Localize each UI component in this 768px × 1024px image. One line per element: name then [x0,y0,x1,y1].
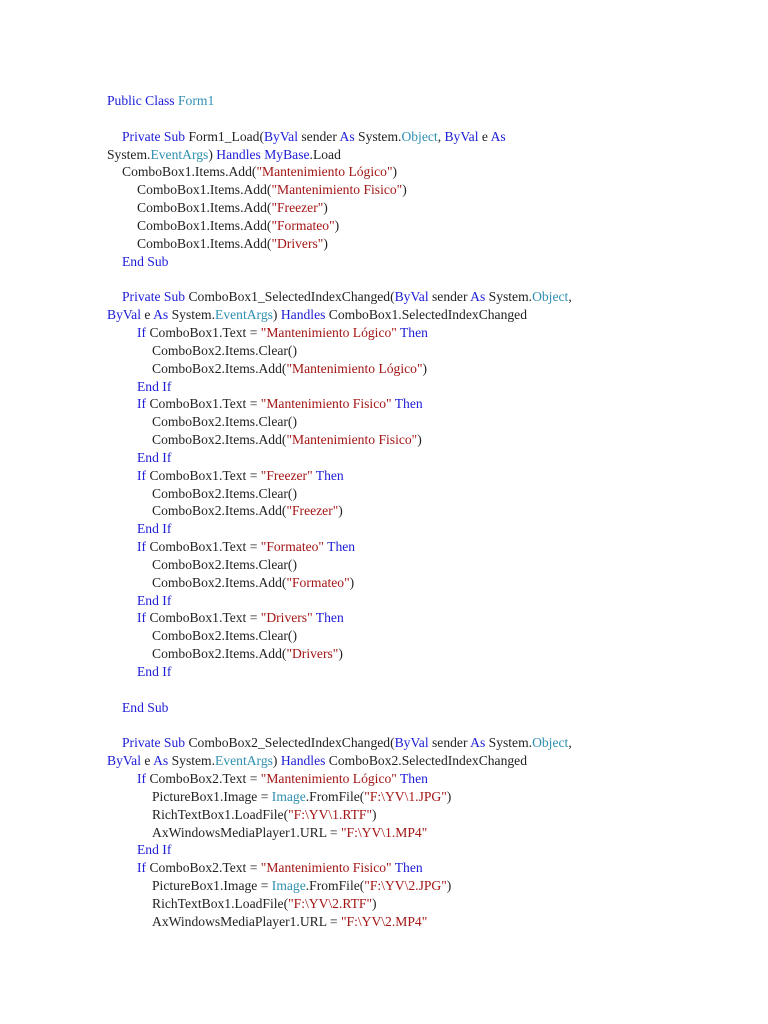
keyword-token: As [490,128,506,144]
string-token: "F:\YV\1.MP4" [340,824,428,840]
code-line [107,360,747,378]
code-token: ComboBox2.Items.Clear() [152,414,297,430]
code-token: ComboBox1.Items.Add( [137,235,272,251]
code-token: ComboBox1.Items.Add( [137,217,272,233]
code-token: System. [107,146,151,162]
code-token: ComboBox2.Text = [146,771,261,787]
code-line [107,235,747,253]
code-token: ComboBox2.Items.Add( [152,360,287,376]
code-line [107,913,747,931]
blank-line [107,270,747,288]
code-line [107,609,747,627]
keyword-token: Private Sub [122,289,189,305]
code-token: System. [485,289,533,305]
type-token: Image [271,878,306,894]
code-token: ) [272,753,281,769]
keyword-token: ByVal [394,735,429,751]
code-token: ) [422,360,428,376]
code-token: System. [354,128,402,144]
keyword-token: Handles [280,753,326,769]
code-line [107,253,747,271]
type-token: Object [532,735,569,751]
code-token: ) [338,503,343,519]
code-token: e [478,128,491,144]
string-token: "Drivers" [260,610,313,626]
keyword-token: End If [137,378,172,394]
code-line [107,699,747,717]
keyword-token: If [137,324,147,340]
string-token: "Mantenimiento Fisico" [286,432,418,448]
code-token: System. [485,735,533,751]
string-token: "Drivers" [271,235,324,251]
code-line [107,199,747,217]
string-token: "Mantenimiento Lógico" [286,360,423,376]
type-token: EventArgs [215,307,273,323]
code-token: , [437,128,445,144]
code-line [107,324,747,342]
code-token: ComboBox1.SelectedIndexChanged [325,307,528,323]
blank-line [107,717,747,735]
code-token: ComboBox1_SelectedIndexChanged( [188,289,395,305]
string-token: "Mantenimiento Fisico" [271,182,403,198]
blank-line [107,681,747,699]
keyword-token: As [153,307,169,323]
code-token: sender [428,289,471,305]
code-token: ) [446,878,452,894]
code-token: ComboBox2.Items.Add( [152,574,287,590]
keyword-token: Then [312,610,344,626]
code-line [107,413,747,431]
code-token: ) [338,646,343,662]
keyword-token: End If [137,449,172,465]
code-line [107,92,747,110]
code-token: PictureBox1.Image = [152,788,272,804]
code-line [107,877,747,895]
code-token: ComboBox2.Items.Clear() [152,628,297,644]
code-token: AxWindowsMediaPlayer1.URL = [152,824,341,840]
keyword-token: Then [396,324,428,340]
code-token: , [568,735,572,751]
keyword-token: End If [137,842,172,858]
string-token: "Mantenimiento Lógico" [260,324,397,340]
code-line [107,770,747,788]
type-token: Object [532,289,569,305]
code-line [107,734,747,752]
code-line [107,645,747,663]
code-token: ComboBox2.Items.Add( [152,646,287,662]
keyword-token: ByVal [444,128,479,144]
code-line [107,467,747,485]
code-line [107,538,747,556]
string-token: "F:\YV\2.RTF" [288,895,373,911]
code-document [107,92,747,931]
string-token: "Formateo" [260,539,324,555]
keyword-token: End If [137,521,172,537]
code-token: AxWindowsMediaPlayer1.URL = [152,913,341,929]
code-token: RichTextBox1.LoadFile( [152,895,289,911]
code-line [107,788,747,806]
string-token: "Mantenimiento Fisico" [260,860,392,876]
code-token: .FromFile( [305,878,365,894]
string-token: "Mantenimiento Fisico" [260,396,392,412]
code-line [107,485,747,503]
keyword-token: End Sub [122,699,169,715]
code-token: .FromFile( [305,788,365,804]
code-token: ) [208,146,217,162]
code-token: ComboBox2.Text = [146,860,261,876]
code-line [107,163,747,181]
code-line [107,146,747,164]
code-token: ComboBox1.Items.Add( [137,200,272,216]
code-line [107,663,747,681]
code-token: ComboBox1.Text = [146,396,261,412]
keyword-token: End Sub [122,253,169,269]
string-token: "Formateo" [286,574,350,590]
string-token: "Freezer" [286,503,339,519]
code-token: ComboBox1.Items.Add( [122,164,257,180]
code-line [107,556,747,574]
keyword-token: As [470,289,486,305]
code-token: , [568,289,572,305]
code-token: ) [417,432,422,448]
code-line [107,395,747,413]
code-token: ComboBox2.Items.Clear() [152,556,297,572]
string-token: "Formateo" [271,217,335,233]
code-line [107,806,747,824]
code-token: ) [272,307,281,323]
code-line [107,181,747,199]
code-token: ComboBox2.Items.Add( [152,432,287,448]
code-token: ) [402,182,407,198]
string-token: "Mantenimiento Lógico" [256,164,393,180]
keyword-token: Then [396,771,428,787]
string-token: "Freezer" [260,467,313,483]
code-token: ComboBox2.Items.Clear() [152,485,297,501]
code-token: ) [323,200,328,216]
code-token: ComboBox1.Text = [146,324,261,340]
code-token: e [140,753,154,769]
keyword-token: If [137,771,147,787]
string-token: "F:\YV\2.JPG" [364,878,447,894]
code-line [107,342,747,360]
code-token: ComboBox1.Text = [146,467,261,483]
type-token: Image [271,788,306,804]
code-line [107,520,747,538]
code-line [107,128,747,146]
code-token: Form1_Load( [188,128,264,144]
code-token: RichTextBox1.LoadFile( [152,806,289,822]
type-token: EventArgs [215,753,273,769]
code-token: ) [372,895,377,911]
code-line [107,288,747,306]
keyword-token: Then [391,860,423,876]
code-token: .Load [309,146,341,162]
keyword-token: Private Sub [122,128,189,144]
code-line [107,306,747,324]
code-line [107,752,747,770]
code-line [107,592,747,610]
keyword-token: Handles [280,307,326,323]
code-line [107,574,747,592]
code-token: PictureBox1.Image = [152,878,272,894]
code-line [107,841,747,859]
code-token: ) [372,806,377,822]
code-line [107,627,747,645]
string-token: "Mantenimiento Lógico" [260,771,397,787]
keyword-token: End If [137,592,172,608]
code-line [107,824,747,842]
code-token: ComboBox2.SelectedIndexChanged [325,753,528,769]
keyword-token: Then [312,467,344,483]
keyword-token: ByVal [263,128,298,144]
keyword-token: Private Sub [122,735,189,751]
code-token: ComboBox2.Items.Add( [152,503,287,519]
code-token: ComboBox2_SelectedIndexChanged( [188,735,395,751]
string-token: "Drivers" [286,646,339,662]
code-token: e [140,307,154,323]
keyword-token: If [137,396,147,412]
code-line [107,859,747,877]
keyword-token: If [137,610,147,626]
blank-line [107,110,747,128]
keyword-token: Then [391,396,423,412]
code-line [107,449,747,467]
code-token: ) [323,235,328,251]
keyword-token: If [137,539,147,555]
code-token: ) [446,788,452,804]
code-token: ComboBox1.Text = [146,610,261,626]
keyword-token: As [470,735,486,751]
type-token: Form1 [178,93,215,108]
code-token: System. [168,753,216,769]
code-line [107,378,747,396]
code-token: ) [392,164,398,180]
code-line [107,217,747,235]
keyword-token: If [137,860,147,876]
keyword-token: As [339,128,355,144]
string-token: "Freezer" [271,200,324,216]
type-token: EventArgs [150,146,209,162]
code-token: ) [334,217,340,233]
code-token: ) [349,574,355,590]
keyword-token: As [153,753,169,769]
code-token: sender [428,735,471,751]
code-token: ComboBox1.Text = [146,539,261,555]
code-line [107,502,747,520]
code-line [107,431,747,449]
keyword-token: ByVal [394,289,429,305]
string-token: "F:\YV\2.MP4" [340,913,428,929]
code-token: System. [168,307,216,323]
code-token: ComboBox2.Items.Clear() [152,342,297,358]
keyword-token: Public Class [107,93,178,108]
code-token: sender [297,128,340,144]
keyword-token: If [137,467,147,483]
keyword-token: Then [323,539,356,555]
keyword-token: End If [137,664,172,679]
keyword-token: Handles MyBase [216,146,310,162]
keyword-token: ByVal [107,307,141,323]
code-line [107,895,747,913]
code-token: ComboBox1.Items.Add( [137,182,272,198]
type-token: Object [401,128,438,144]
keyword-token: ByVal [107,753,141,769]
string-token: "F:\YV\1.RTF" [288,806,373,822]
string-token: "F:\YV\1.JPG" [364,788,447,804]
